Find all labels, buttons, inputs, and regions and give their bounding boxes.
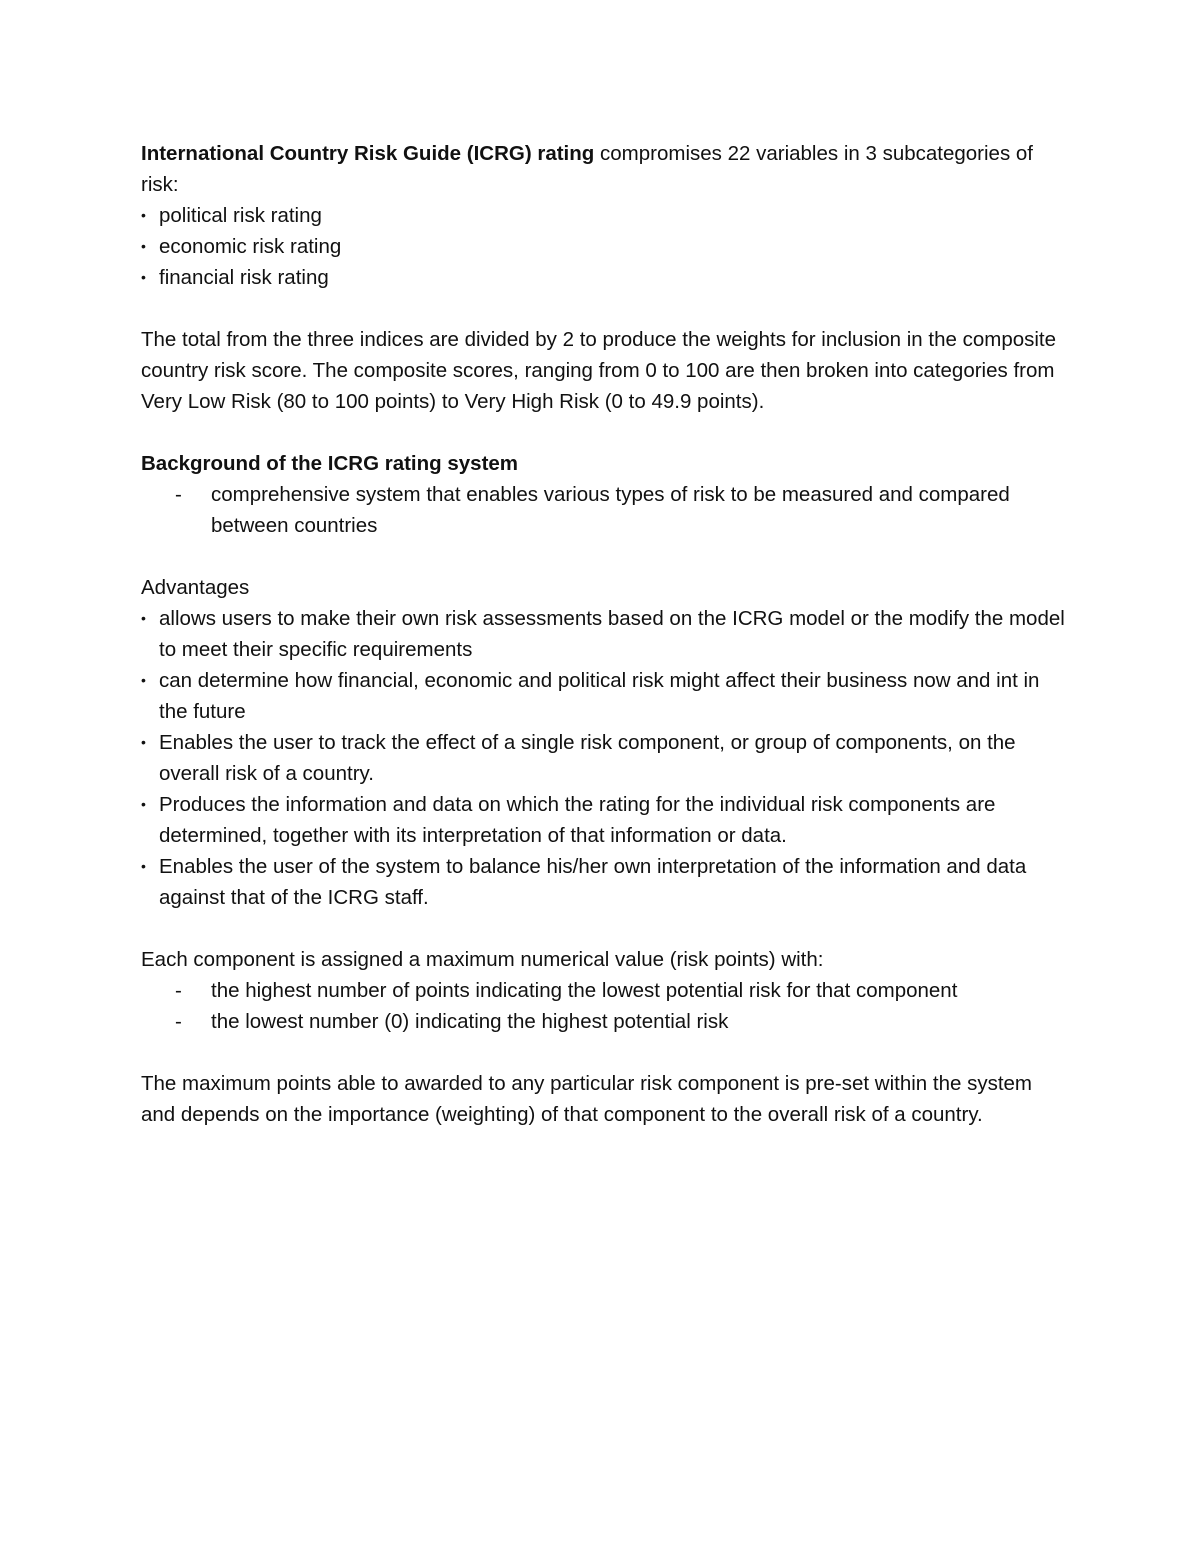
list-item	[141, 975, 1071, 1006]
spacer	[141, 293, 1071, 324]
dash-icon: -	[175, 483, 182, 506]
list-item	[141, 479, 1071, 541]
list-item-text: Enables the user of the system to balance his/her own interpretation of the information and data against that of the ICRG staff.	[159, 855, 1027, 909]
list-item-text: can determine how financial, economic and political risk might affect their business now and int in the future	[159, 669, 1040, 723]
list-item	[141, 231, 1071, 262]
bullet-icon: •	[141, 734, 146, 750]
list-item-text: comprehensive system that enables various types of risk to be measured and compared between countries	[211, 483, 1010, 537]
spacer	[141, 541, 1071, 572]
advantages-list	[141, 603, 1071, 913]
dash-icon: -	[175, 979, 182, 1002]
bullet-icon: •	[141, 672, 146, 688]
list-item	[141, 262, 1071, 293]
bullet-icon: •	[141, 238, 146, 254]
spacer	[141, 1037, 1071, 1068]
list-item	[141, 789, 1071, 851]
intro-paragraph	[141, 138, 1071, 200]
list-item-text: Enables the user to track the effect of a single risk component, or group of components, on the overall risk of a country.	[159, 731, 1016, 785]
list-item	[141, 1006, 1071, 1037]
intro-bold-title: International Country Risk Guide (ICRG) rating	[141, 142, 595, 165]
background-heading: Background of the ICRG rating system	[141, 452, 519, 475]
spacer	[141, 417, 1071, 448]
list-item-text: financial risk rating	[159, 266, 329, 289]
spacer	[141, 913, 1071, 944]
list-item-text: allows users to make their own risk assessments based on the ICRG model or the modify the model to meet their specific requirements	[159, 607, 1065, 661]
advantages-heading: Advantages	[141, 576, 250, 599]
list-item-text: economic risk rating	[159, 235, 342, 258]
total-paragraph: The total from the three indices are divided by 2 to produce the weights for inclusion in the composite country risk score. The composite scores, ranging from 0 to 100 are then broken into categories from Very Low Risk (80 to 100 points) to Very High Risk (0 to 49.9 points).	[141, 328, 1057, 413]
dash-icon: -	[175, 1010, 182, 1033]
document-page	[141, 138, 1071, 1130]
intro-text: compromises 22 variables in 3 subcategories of risk:	[141, 142, 1034, 196]
bullet-icon: •	[141, 207, 146, 223]
maximum-paragraph: The maximum points able to awarded to any particular risk component is pre-set within the system and depends on the importance (weighting) of that component to the overall risk of a country.	[141, 1072, 1032, 1126]
background-list	[141, 479, 1071, 541]
list-item	[141, 200, 1071, 231]
list-item	[141, 851, 1071, 913]
bullet-icon: •	[141, 796, 146, 812]
risk-rating-list	[141, 200, 1071, 293]
component-intro: Each component is assigned a maximum numerical value (risk points) with:	[141, 948, 824, 971]
list-item	[141, 665, 1071, 727]
list-item-text: the highest number of points indicating the lowest potential risk for that component	[211, 979, 958, 1002]
list-item	[141, 727, 1071, 789]
bullet-icon: •	[141, 610, 146, 626]
list-item	[141, 603, 1071, 665]
bullet-icon: •	[141, 858, 146, 874]
bullet-icon: •	[141, 269, 146, 285]
list-item-text: Produces the information and data on which the rating for the individual risk components are determined, together with its interpretation of that information or data.	[159, 793, 996, 847]
component-list	[141, 975, 1071, 1037]
list-item-text: the lowest number (0) indicating the highest potential risk	[211, 1010, 729, 1033]
list-item-text: political risk rating	[159, 204, 322, 227]
